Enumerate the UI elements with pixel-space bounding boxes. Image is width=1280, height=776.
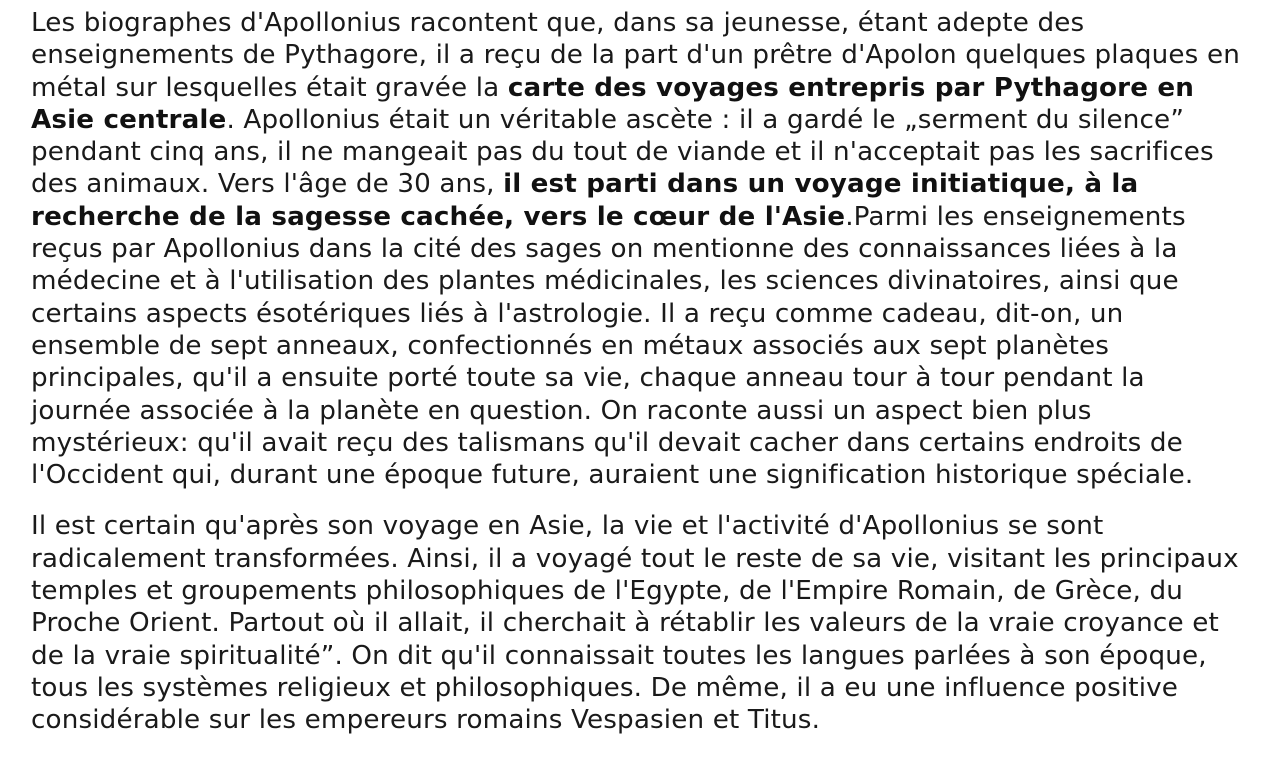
paragraph-1 <box>31 7 1253 491</box>
paragraph-1-text: Les biographes d'Apollonius racontent que, dans sa jeunesse, étant adepte des enseignements de Pythagore, il a reçu de la part d'un prêtre d'Apolon quelques plaques en métal sur lesquelles était gravée la <box>31 8 1240 103</box>
paragraph-1-emphasis-2: il est parti dans un voyage initiatique, à la recherche de la sagesse cachée, vers le cœur de l'Asie <box>31 169 1139 232</box>
paragraph-1-text: .Parmi les enseignements reçus par Apollonius dans la cité des sages on mentionne des connaissances liées à la médecine et à l'utilisation des plantes médicinales, les sciences divinatoires, ainsi que certains aspects ésotériques liés à l'astrologie. Il a reçu comme cadeau, dit-on, un ensemble de sept anneaux, confectionnés en métaux associés aux sept planètes principales, qu'il a ensuite porté toute sa vie, chaque anneau tour à tour pendant la journée associée à la planète en question. On raconte aussi un aspect bien plus mystérieux: qu'il avait reçu des talismans qu'il devait cacher dans certains endroits de l'Occident qui, durant une époque future, auraient une signification historique spéciale. <box>31 201 1194 491</box>
paragraph-2 <box>31 510 1253 736</box>
paragraph-2-text: Il est certain qu'après son voyage en Asie, la vie et l'activité d'Apollonius se sont radicalement transformées. Ainsi, il a voyagé tout le reste de sa vie, visitant les principaux temples et groupements philosophiques de l'Egypte, de l'Empire Romain, de Grèce, du Proche Orient. Partout où il allait, il cherchait à rétablir les valeurs de la vraie croyance et de la vraie spiritualité”. On dit qu'il connaissait toutes les langues parlées à son époque, tous les systèmes religieux et philosophiques. De même, il a eu une influence positive considérable sur les empereurs romains Vespasien et Titus. <box>31 511 1239 736</box>
paragraph-1-emphasis-1: carte des voyages entrepris par Pythagore en Asie centrale <box>31 72 1195 135</box>
paragraph-1-text: . Apollonius était un véritable ascète : il a gardé le „serment du silence” pendant cinq ans, il ne mangeait pas du tout de viande et il n'acceptait pas les sacrifices des animaux. Vers l'âge de 30 ans, <box>31 104 1214 200</box>
article-body <box>31 7 1253 737</box>
